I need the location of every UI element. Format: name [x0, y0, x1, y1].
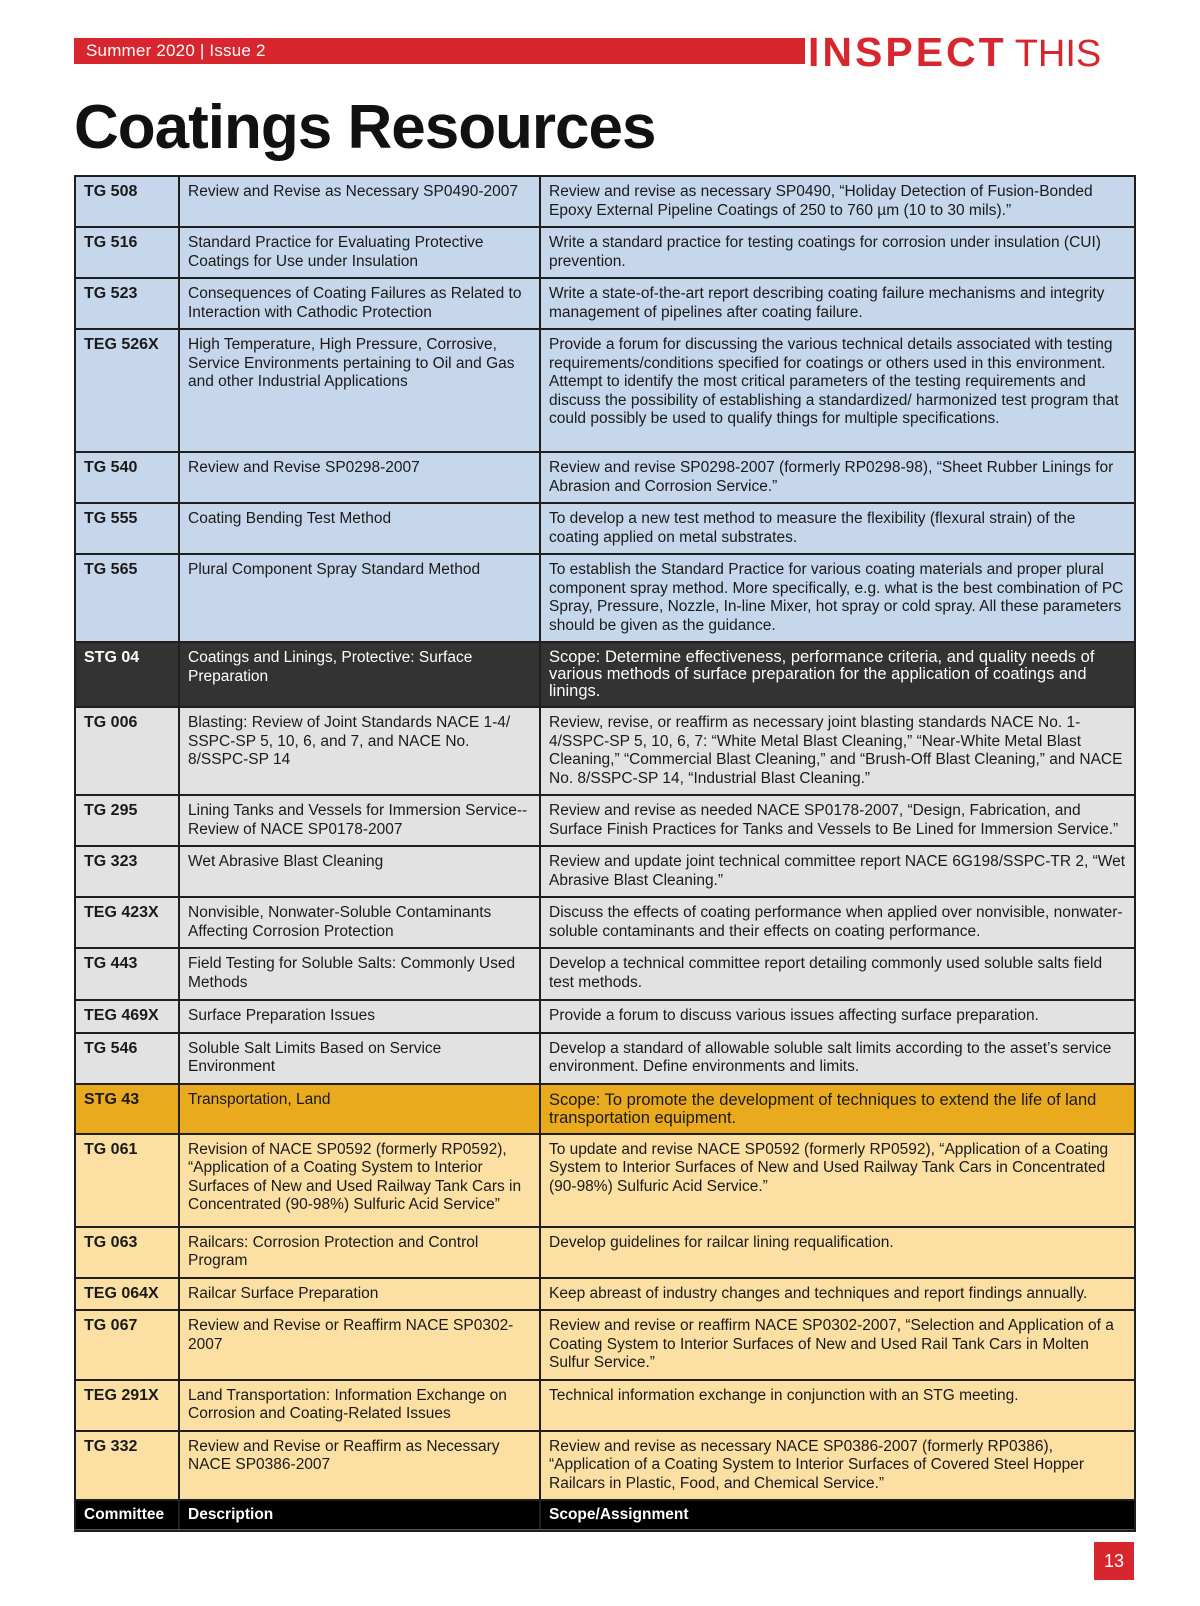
- committee-cell: TG 555: [75, 503, 179, 554]
- scope-cell: Review and revise SP0298-2007 (formerly RP0298-98), “Sheet Rubber Linings for Abrasion and Corrosion Service.”: [540, 452, 1135, 503]
- scope-cell: Discuss the effects of coating performance when applied over nonvisible, nonwater-soluble contaminants and their effects on coating performance.: [540, 897, 1135, 948]
- description-cell: High Temperature, High Pressure, Corrosive, Service Environments pertaining to Oil and Gas and other Industrial Applications: [179, 329, 540, 452]
- committee-cell: TEG 291X: [75, 1380, 179, 1431]
- committee-cell: TEG 064X: [75, 1278, 179, 1311]
- description-cell: Plural Component Spray Standard Method: [179, 554, 540, 642]
- description-cell: Review and Revise as Necessary SP0490-2007: [179, 176, 540, 227]
- scope-cell: Develop a technical committee report detailing commonly used soluble salts field test methods.: [540, 948, 1135, 1000]
- table-row: [75, 897, 1135, 948]
- table-row: [75, 1380, 1135, 1431]
- scope-cell: Review and update joint technical committee report NACE 6G198/SSPC-TR 2, “Wet Abrasive Blast Cleaning.”: [540, 846, 1135, 897]
- scope-cell: Technical information exchange in conjunction with an STG meeting.: [540, 1380, 1135, 1431]
- description-cell: Railcars: Corrosion Protection and Control Program: [179, 1227, 540, 1278]
- committee-cell: TG 063: [75, 1227, 179, 1278]
- table-row: [75, 1431, 1135, 1501]
- committee-cell: TG 523: [75, 278, 179, 329]
- description-cell: Soluble Salt Limits Based on Service Environment: [179, 1033, 540, 1084]
- scope-cell: To update and revise NACE SP0592 (formerly RP0592), “Application of a Coating System to Interior Surfaces of New and Used Railway Tank Cars in Concentrated (90-98%) Sulfuric Acid Service.”: [540, 1134, 1135, 1227]
- description-cell: Coating Bending Test Method: [179, 503, 540, 554]
- table-row: [75, 1084, 1135, 1134]
- table-row: [75, 948, 1135, 1000]
- description-cell: Railcar Surface Preparation: [179, 1278, 540, 1311]
- description-cell: Review and Revise SP0298-2007: [179, 452, 540, 503]
- issue-banner: [74, 38, 805, 64]
- table-row: [75, 176, 1135, 227]
- committee-cell: TG 516: [75, 227, 179, 278]
- committee-cell: TG 332: [75, 1431, 179, 1501]
- scope-cell: Review and revise as necessary SP0490, “Holiday Detection of Fusion-Bonded Epoxy External Pipeline Coatings of 250 to 760 µm (10 to 30 mils).”: [540, 176, 1135, 227]
- table-row: [75, 278, 1135, 329]
- column-header-description: Description: [179, 1500, 540, 1531]
- description-cell: Transportation, Land: [179, 1084, 540, 1134]
- committee-cell: TG 061: [75, 1134, 179, 1227]
- table-row: [75, 642, 1135, 707]
- page-title: Coatings Resources: [74, 93, 656, 162]
- description-cell: Wet Abrasive Blast Cleaning: [179, 846, 540, 897]
- table-row: [75, 227, 1135, 278]
- scope-cell: Write a standard practice for testing coatings for corrosion under insulation (CUI) prevention.: [540, 227, 1135, 278]
- column-header-committee: Committee: [75, 1500, 179, 1531]
- table-row: [75, 503, 1135, 554]
- committee-cell: TG 443: [75, 948, 179, 1000]
- committee-table-body: [75, 176, 1135, 1500]
- committee-cell: TG 323: [75, 846, 179, 897]
- committee-cell: STG 43: [75, 1084, 179, 1134]
- committee-cell: TG 546: [75, 1033, 179, 1084]
- scope-cell: Review, revise, or reaffirm as necessary joint blasting standards NACE No. 1-4/SSPC-SP 5, 10, 6, 7: “White Metal Blast Cleaning,” “Near-White Metal Blast Cleaning,” “Commercial Blast Cleaning,” and “Brush-Off Blast Cleaning,” and NACE No. 8/SSPC-SP 14, “Industrial Blast Cleaning.”: [540, 707, 1135, 795]
- scope-cell: Scope: To promote the development of techniques to extend the life of land transportation equipment.: [540, 1084, 1135, 1134]
- table-row: [75, 452, 1135, 503]
- description-cell: Blasting: Review of Joint Standards NACE 1-4/ SSPC-SP 5, 10, 6, and 7, and NACE No. 8/SSPC-SP 14: [179, 707, 540, 795]
- committee-cell: TG 540: [75, 452, 179, 503]
- brand-logo-bold: INSPECT: [808, 29, 1007, 75]
- scope-cell: To establish the Standard Practice for various coating materials and proper plural component spray method. More specifically, e.g. what is the best combination of PC Spray, Pressure, Nozzle, In-line Mixer, hot spray or cold spray. All these parameters should be given as the guidance.: [540, 554, 1135, 642]
- description-cell: Lining Tanks and Vessels for Immersion Service--Review of NACE SP0178-2007: [179, 795, 540, 846]
- committee-cell: TG 295: [75, 795, 179, 846]
- brand-logo: [808, 29, 1136, 75]
- table-row: [75, 1278, 1135, 1311]
- description-cell: Review and Revise or Reaffirm NACE SP0302-2007: [179, 1310, 540, 1380]
- committee-table: [74, 175, 1136, 1532]
- committee-cell: TEG 469X: [75, 1000, 179, 1033]
- committee-cell: TG 508: [75, 176, 179, 227]
- description-cell: Surface Preparation Issues: [179, 1000, 540, 1033]
- table-row: [75, 846, 1135, 897]
- description-cell: Coatings and Linings, Protective: Surface Preparation: [179, 642, 540, 707]
- scope-cell: Review and revise as necessary NACE SP0386-2007 (formerly RP0386), “Application of a Coating System to Interior Surfaces of Covered Steel Hopper Railcars in Plastic, Food, and Chemical Service.”: [540, 1431, 1135, 1501]
- description-cell: Review and Revise or Reaffirm as Necessary NACE SP0386-2007: [179, 1431, 540, 1501]
- committee-cell: TG 067: [75, 1310, 179, 1380]
- table-row: [75, 329, 1135, 452]
- scope-cell: To develop a new test method to measure the flexibility (flexural strain) of the coating applied on metal substrates.: [540, 503, 1135, 554]
- table-row: [75, 1000, 1135, 1033]
- issue-label: Summer 2020 | Issue 2: [86, 41, 266, 60]
- table-row: [75, 707, 1135, 795]
- scope-cell: Provide a forum to discuss various issues affecting surface preparation.: [540, 1000, 1135, 1033]
- scope-cell: Review and revise as needed NACE SP0178-2007, “Design, Fabrication, and Surface Finish Practices for Tanks and Vessels to Be Lined for Immersion Service.”: [540, 795, 1135, 846]
- committee-cell: TG 006: [75, 707, 179, 795]
- footer-rule: [74, 1529, 1134, 1530]
- table-row: [75, 1310, 1135, 1380]
- table-row: [75, 795, 1135, 846]
- table-row: [75, 1134, 1135, 1227]
- table-row: [75, 1033, 1135, 1084]
- scope-cell: Scope: Determine effectiveness, performance criteria, and quality needs of various methods of surface preparation for the application of coatings and linings.: [540, 642, 1135, 707]
- brand-logo-light: THIS: [1014, 33, 1102, 75]
- committee-table-wrap: [74, 175, 1134, 1532]
- scope-cell: Review and revise or reaffirm NACE SP0302-2007, “Selection and Application of a Coating System to Interior Surfaces of New and Used Rail Tank Cars in Molten Sulfur Service.”: [540, 1310, 1135, 1380]
- committee-cell: STG 04: [75, 642, 179, 707]
- table-row: [75, 554, 1135, 642]
- description-cell: Nonvisible, Nonwater-Soluble Contaminants Affecting Corrosion Protection: [179, 897, 540, 948]
- scope-cell: Write a state-of-the-art report describing coating failure mechanisms and integrity management of pipelines after coating failure.: [540, 278, 1135, 329]
- scope-cell: Develop guidelines for railcar lining requalification.: [540, 1227, 1135, 1278]
- committee-cell: TG 565: [75, 554, 179, 642]
- scope-cell: Develop a standard of allowable soluble salt limits according to the asset’s service environment. Define environments and limits.: [540, 1033, 1135, 1084]
- table-row: [75, 1227, 1135, 1278]
- description-cell: Standard Practice for Evaluating Protective Coatings for Use under Insulation: [179, 227, 540, 278]
- committee-cell: TEG 423X: [75, 897, 179, 948]
- description-cell: Consequences of Coating Failures as Related to Interaction with Cathodic Protection: [179, 278, 540, 329]
- description-cell: Revision of NACE SP0592 (formerly RP0592), “Application of a Coating System to Interior Surfaces of New and Used Railway Tank Cars in Concentrated (90-98%) Sulfuric Acid Service”: [179, 1134, 540, 1227]
- table-header-row: [75, 1500, 1135, 1531]
- committee-cell: TEG 526X: [75, 329, 179, 452]
- scope-cell: Keep abreast of industry changes and techniques and report findings annually.: [540, 1278, 1135, 1311]
- scope-cell: Provide a forum for discussing the various technical details associated with testing requirements/conditions specified for coatings or others used in this environment. Attempt to identify the most critical parameters of the testing requirements and discuss the possibility of establishing a standardized/ harmonized test program that could possibly be used to qualify things for multiple specifications.: [540, 329, 1135, 452]
- description-cell: Land Transportation: Information Exchange on Corrosion and Coating-Related Issues: [179, 1380, 540, 1431]
- description-cell: Field Testing for Soluble Salts: Commonly Used Methods: [179, 948, 540, 1000]
- column-header-scope: Scope/Assignment: [540, 1500, 1135, 1531]
- page-number: 13: [1094, 1542, 1134, 1580]
